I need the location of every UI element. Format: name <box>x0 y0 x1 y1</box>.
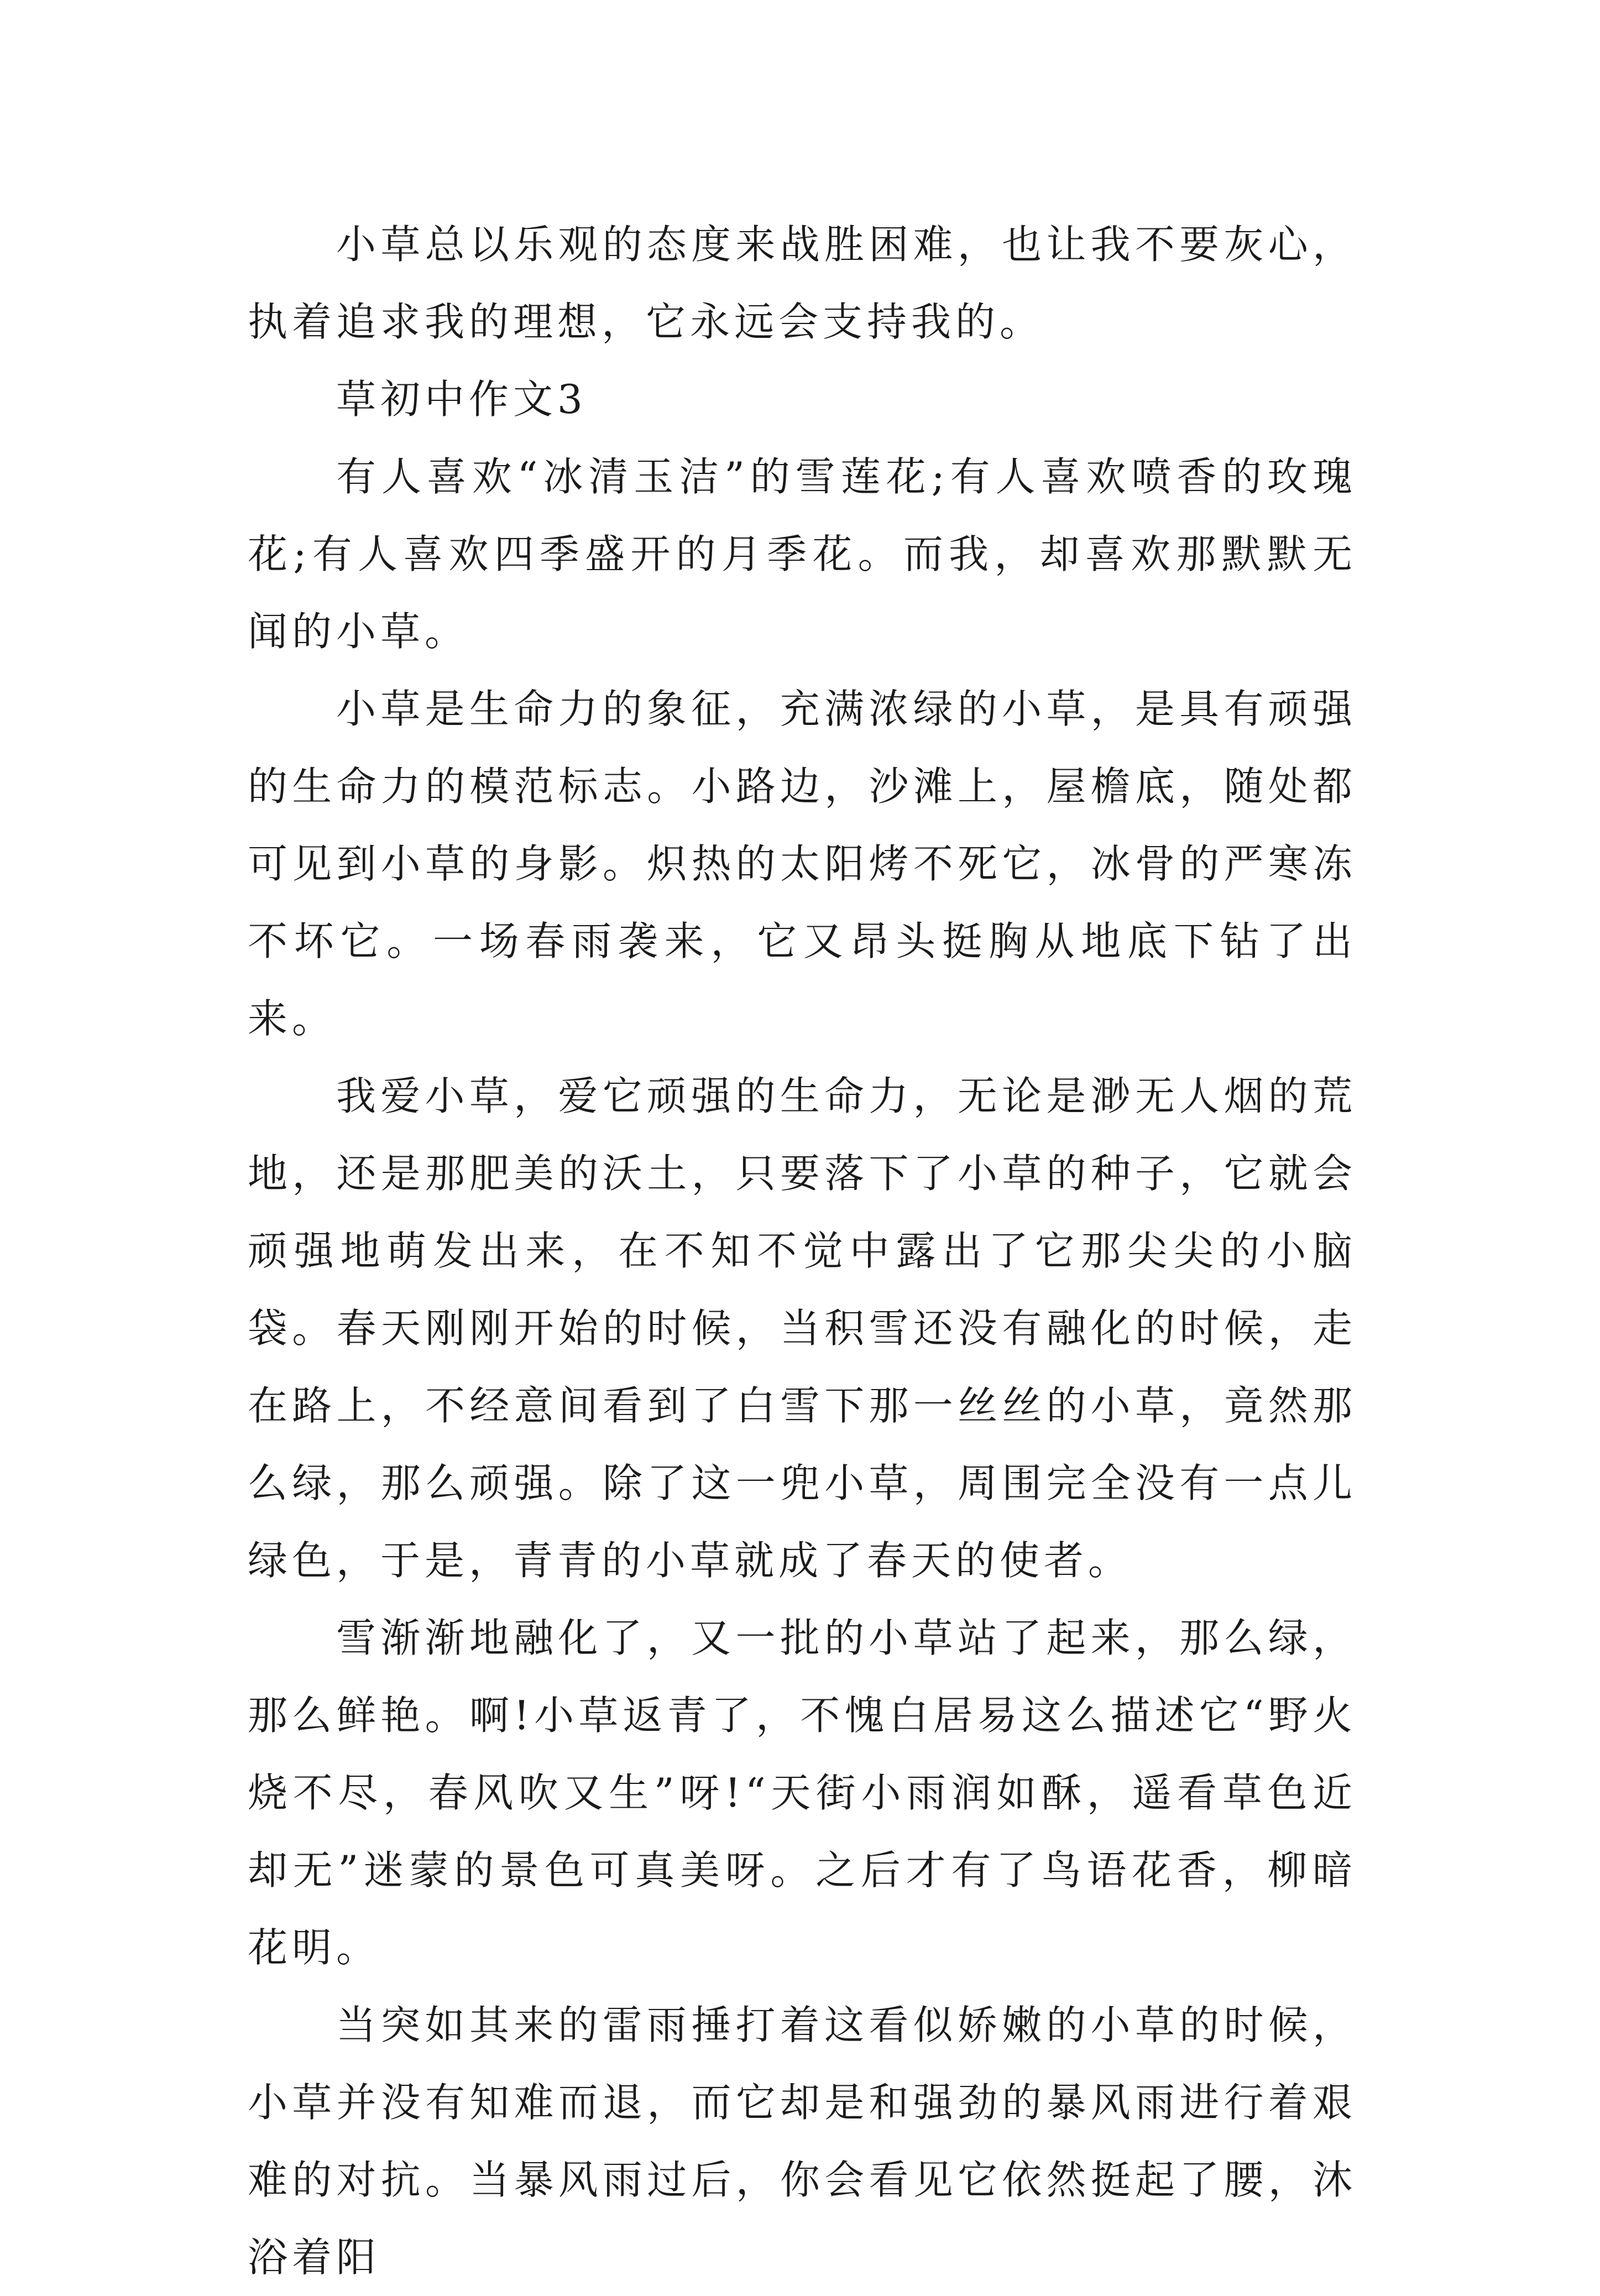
document-body <box>248 206 1357 2296</box>
paragraph-1: 小草总以乐观的态度来战胜困难，也让我不要灰心，执着追求我的理想，它永远会支持我的。 <box>248 221 1357 345</box>
paragraph-2: 有人喜欢“冰清玉洁”的雪莲花;有人喜欢喷香的玫瑰花;有人喜欢四季盛开的月季花。而我，却喜欢那默默无闻的小草。 <box>248 453 1357 655</box>
paragraph-4: 我爱小草，爱它顽强的生命力，无论是渺无人烟的荒地，还是那肥美的沃土，只要落下了小草的种子，它就会顽强地萌发出来，在不知不觉中露出了它那尖尖的小脑袋。春天刚刚开始的时候，当积雪还没有融化的时候，走在路上，不经意间看到了白雪下那一丝丝的小草，竟然那么绿，那么顽强。除了这一兜小草，周围完全没有一点儿绿色，于是，青青的小草就成了春天的使者。 <box>248 1073 1357 1584</box>
paragraph-3: 小草是生命力的象征，充满浓绿的小草，是具有顽强的生命力的模范标志。小路边，沙滩上，屋檐底，随处都可见到小草的身影。炽热的太阳烤不死它，冰骨的严寒冻不坏它。一场春雨袭来，它又昂头挺胸从地底下钻了出来。 <box>248 686 1357 1042</box>
section-heading: 草初中作文3 <box>336 376 587 422</box>
paragraph-6: 当突如其来的雷雨捶打着这看似娇嫩的小草的时候，小草并没有知难而退，而它却是和强劲的暴风雨进行着艰难的对抗。当暴风雨过后，你会看见它依然挺起了腰，沐浴着阳 <box>248 2002 1357 2281</box>
paragraph-5: 雪渐渐地融化了，又一批的小草站了起来，那么绿，那么鲜艳。啊!小草返青了，不愧白居易这么描述它“野火烧不尽，春风吹又生”呀!“天街小雨润如酥，遥看草色近却无”迷蒙的景色可真美呀。之后才有了鸟语花香，柳暗花明。 <box>248 1615 1357 1971</box>
